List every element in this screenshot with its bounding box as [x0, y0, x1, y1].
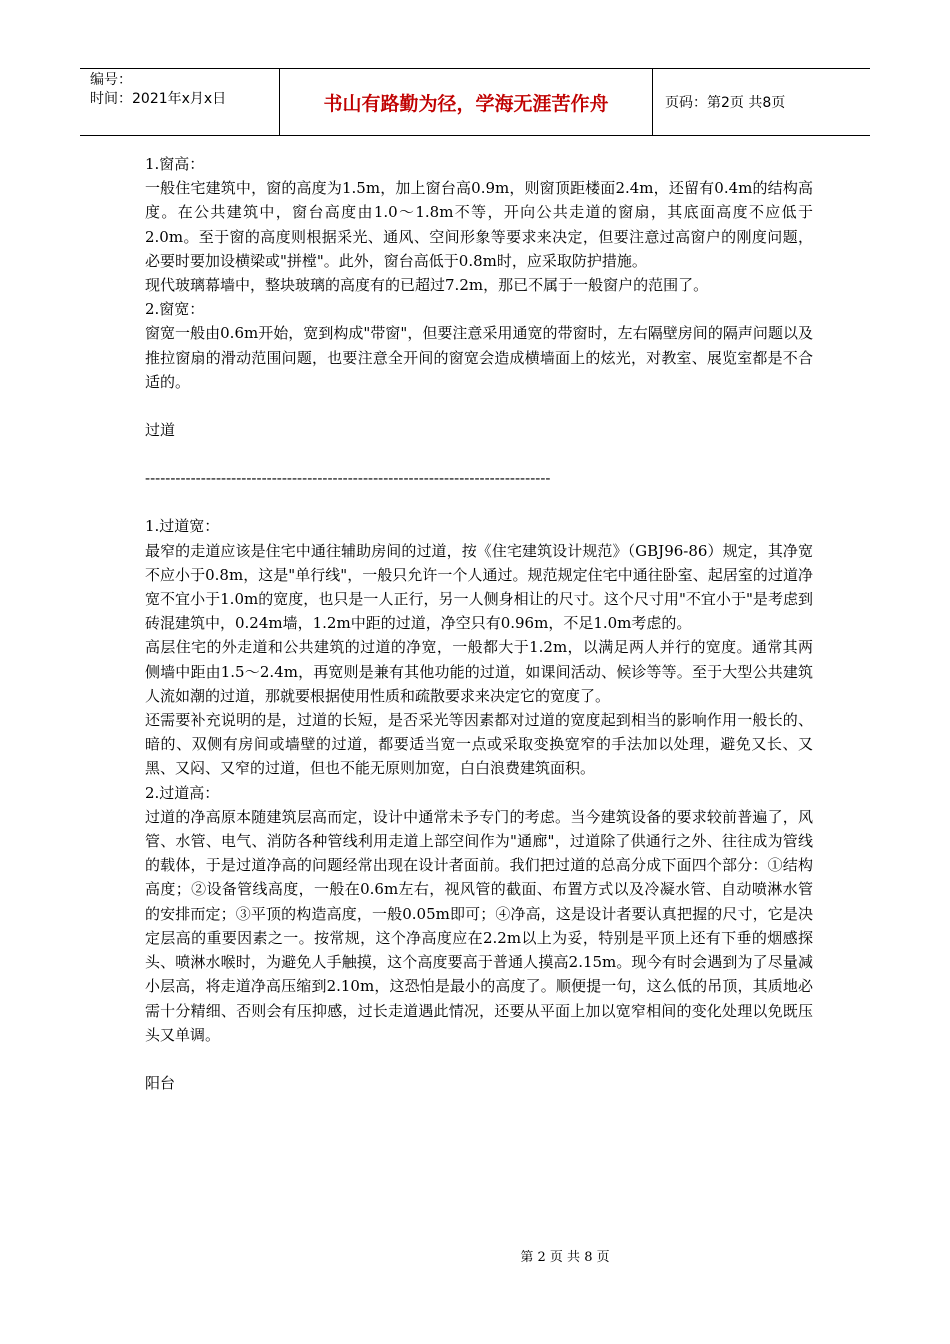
- paragraph: 高层住宅的外走道和公共建筑的过道的净宽，一般都大于1.2m，以满足两人并行的宽度。通常其两侧墙中距由1.5～2.4m，再宽则是兼有其他功能的过道，如课间活动、候诊等等。至于大型公共建筑人流如潮的过道，那就要根据使用性质和疏散要求来决定它的宽度了。: [145, 638, 813, 705]
- section-heading-corridor: 过道: [145, 421, 176, 440]
- paragraph: 还需要补充说明的是，过道的长短，是否采光等因素都对过道的宽度起到相当的影响作用一般长的、暗的、双侧有房间或墙壁的过道，都要适当宽一点或采取变换宽窄的手法加以处理，避免又长、又黑、又闷、又窄的过道，但也不能无原则加宽，白白浪费建筑面积。: [145, 711, 813, 778]
- corridor-width-title: 1.过道宽：: [145, 517, 220, 536]
- window-width-title: 2.窗宽：: [145, 300, 205, 319]
- paragraph: 最窄的走道应该是住宅中通往辅助房间的过道，按《住宅建筑设计规范》（GBJ96-86）规定，其净宽不应小于0.8m，这是"单行线"，一般只允许一个人通过。规范规定住宅中通往卧室、起居室的过道净宽不宜小于1.0m的宽度，也只是一人正行，另一人侧身相让的尺寸。这个尺寸用"不宜小于"是考虑到砖混建筑中，0.24m墙，1.2m中距的过道，净空只有0.96m，不足1.0m考虑的。: [145, 541, 813, 633]
- page-header: [80, 68, 870, 136]
- header-motto: 书山有路勤为径，学海无涯苦作舟: [280, 69, 653, 135]
- paragraph: 现代玻璃幕墙中，整块玻璃的高度有的已超过7.2m，那已不属于一般窗户的范围了。: [145, 276, 709, 295]
- paragraph: 过道的净高原本随建筑层高而定，设计中通常未予专门的考虑。当今建筑设备的要求较前普遍了，风管、水管、电气、消防各种管线利用走道上部空间作为"通廊"，过道除了供通行之外、往往成为管线的载体，于是过道净高的问题经常出现在设计者面前。我们把过道的总高分成下面四个部分：①结构高度；②设备管线高度，一般在0.6m左右，视风管的截面、布置方式以及冷凝水管、自动喷淋水管的安排而定；③平顶的构造高度，一般0.05m即可；④净高，这是设计者要认真把握的尺寸，它是决定层高的重要因素之一。按常规，这个净高度应在2.2m以上为妥，特别是平顶上还有下垂的烟感探头、喷淋水喉时，为避免人手触摸，这个高度要高于普通人摸高2.15m。现今有时会遇到为了尽量减小层高，将走道净高压缩到2.10m，这恐怕是最小的高度了。顺便提一句，这么低的吊顶，其质地必需十分精细、否则会有压抑感，过长走道遇此情况，还要从平面上加以宽窄相间的变化处理以免既压头又单调。: [145, 807, 813, 1044]
- paragraph: 一般住宅建筑中，窗的高度为1.5m，加上窗台高0.9m，则窗顶距楼面2.4m，还留有0.4m的结构高度。在公共建筑中，窗台高度由1.0～1.8m不等，开向公共走道的窗扇，其底面高度不应低于2.0m。至于窗的高度则根据采光、通风、空间形象等要求来决定，但要注意过高窗户的刚度问题，必要时要加设横梁或"拼樘"。此外，窗台高低于0.8m时，应采取防护措施。: [145, 179, 813, 270]
- document-body: [145, 152, 813, 1095]
- doc-number-label: 编号：: [90, 72, 132, 88]
- doc-time-label: 时间：2021年x月x日: [90, 91, 227, 107]
- header-meta: [80, 69, 280, 135]
- separator-line: --------------------------------------------------------------------------------: [145, 469, 551, 488]
- section-heading-balcony: 阳台: [145, 1073, 176, 1092]
- window-height-title: 1.窗高：: [145, 155, 205, 173]
- paragraph: 窗宽一般由0.6m开始，宽到构成"带窗"，但要注意采用通宽的带窗时，左右隔壁房间的隔声问题以及推拉窗扇的滑动范围问题，也要注意全开间的窗宽会造成横墙面上的炫光，对教室、展览室都是不合适的。: [145, 324, 813, 391]
- corridor-height-title: 2.过道高：: [145, 783, 220, 802]
- header-page-label: 页码：第2页 共8页: [665, 95, 786, 111]
- page-footer: 第 2 页 共 8 页: [520, 1250, 610, 1265]
